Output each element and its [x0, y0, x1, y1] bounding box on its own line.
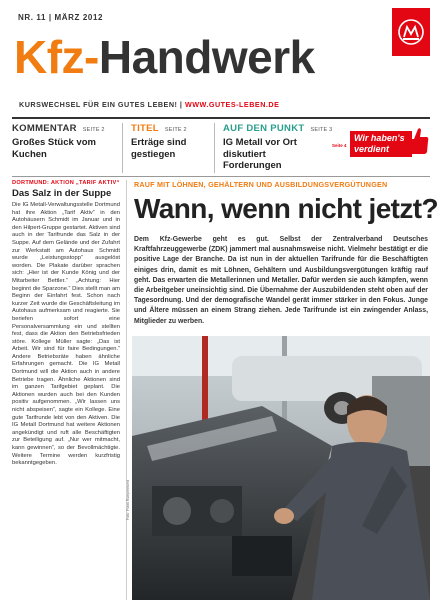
- ig-metall-logo-icon: [396, 17, 426, 47]
- ig-metall-logo: [392, 8, 430, 56]
- sidebar-kicker: DORTMUND: AKTION „TARIF AKTIV“: [12, 180, 120, 186]
- badge-page: Seite 4: [332, 143, 347, 148]
- teaser-page: SEITE 2: [82, 127, 105, 133]
- title-kfz: Kfz-: [14, 31, 99, 83]
- teaser-auf-den-punkt[interactable]: [214, 123, 333, 173]
- issue-number: NR. 11 | MÄRZ 2012: [18, 13, 104, 22]
- workshop-photo: [132, 336, 430, 600]
- teaser-page: SEITE 3: [310, 127, 333, 133]
- teaser-rule: [12, 176, 430, 177]
- title-handwerk: Handwerk: [98, 31, 315, 83]
- badge-text: Wir haben's verdient: [350, 131, 412, 157]
- top-rule: [12, 117, 430, 119]
- article-lead: Dem Kfz-Gewerbe geht es gut. Selbst der Zentralverband Deutsches Kraftfahrzeuggewerbe (ZDK) jammert mal ausnahmsweise nicht. Vielmehr bestätigt er die positive Lage der Branche. Da ist nun in der aktuellen Tarifrunde für die Beschäftigten einiges drin, damit es mit Löhnen, Gehältern und Ausbildungsvergütungen kräftig rauf geht. Das erwarten die Metallerinnen und Metaller. Dafür werden sie auch kämpfen, wenn die Arbeitgeber uneinsichtig sind. Die Übernahme der Auszubildenden steht oben auf der Tagesordnung. Und der demografische Wandel gerät immer stärker in den Fokus. Junge und Ältere müssen an einem Strang ziehen. Jede Tarifrunde ist ein zwingender Anlass, Mitglieder zu werben.: [134, 236, 428, 325]
- teaser-page: SEITE 2: [164, 127, 187, 133]
- teaser-titel[interactable]: [122, 123, 212, 173]
- slogan: [19, 100, 279, 109]
- sidebar-article: [12, 180, 120, 600]
- teaser-kommentar[interactable]: [12, 123, 114, 173]
- thumbs-up-icon: [410, 125, 430, 157]
- slogan-url[interactable]: WWW.GUTES-LEBEN.DE: [184, 100, 280, 109]
- verdient-badge[interactable]: [332, 125, 430, 161]
- article-headline: Wann, wenn nicht jetzt?: [134, 193, 439, 224]
- publication-title: [14, 29, 315, 85]
- column-rule: [126, 180, 127, 600]
- main-article: [134, 180, 439, 327]
- photo-credit: Foto: Frank Rumpenhorst: [126, 480, 130, 520]
- sidebar-headline: Das Salz in der Suppe: [12, 188, 112, 199]
- teaser-headline: Erträge sind gestiegen: [131, 137, 187, 160]
- teaser-headline: IG Metall vor Ort diskutiert Forderungen: [223, 137, 297, 171]
- teaser-category: KOMMENTAR SEITE 2: [12, 123, 105, 134]
- teaser-bar: [12, 123, 430, 173]
- masthead: [0, 0, 440, 118]
- article-kicker: RAUF MIT LÖHNEN, GEHÄLTERN UND AUSBILDUNGSVERGÜTUNGEN: [134, 180, 388, 189]
- teaser-category: TITEL SEITE 2: [131, 123, 187, 134]
- teaser-category: AUF DEN PUNKT SEITE 3: [223, 123, 333, 134]
- mechanic-photo-illustration: [132, 336, 430, 600]
- slogan-text: KURSWECHSEL FÜR EIN GUTES LEBEN! |: [19, 100, 185, 109]
- sidebar-body: Die IG Metall-Verwaltungsstelle Dortmund hat ihre Aktion „Tarif Aktiv“ in den Autohäusern Schmidt im Januar und in den Hilpert-Gruppe gestartet. Aktiven sind auch in der Tarifrunde das Salz in der Suppe. Auf dem Gelände und der Zufahrt zur Werkstatt am Autohaus Schmidt wurde „Leistungsstopp“ ausgelöst worden. Die Plakate darüber sprachen sich: „Hier ist der Kunde König und der Mitarbeiter Bettler.“ „Achtung: Hier beginnt die Sparzone.“ Dies stellt man am Beginn der Einfahrt fest. Schon nach kurzer Zeit wurde die Geschäftsleitung im Autohaus aufmerksam und reagierte. Sie beriefen sofort eine Personalversammlung ein und stellten fest, dass die Aktion den Betriebsfrieden störe. Kollege Müller sagte: „Das ist Arbeit. Wir sind für faire Bedingungen.“ Andere Betriebsräte haben ähnliche Erfahrungen gemacht. Die IG Metall Dortmund will die Aktion auch in andere Betriebe tragen. Ähnliche Aktionen sind im ganzen Tarifgebiet geplant. Die Aktionen wurden auch bei den Kunden positiv aufgenommen. „Wir lassen uns nicht abspeisen“, sagte ein Kollege. Eine gute Tarifrunde lebt von den Aktiven. Die IG Metall Dortmund hat weitere Aktionen angekündigt und ruft alle Beschäftigten zur Beteiligung auf. „Nur wer mitmacht, kann gewinnen“, so der Bevollmächtigte. Weitere Termine werden kurzfristig bekanntgegeben.: [12, 202, 120, 467]
- teaser-headline: Großes Stück vom Kuchen: [12, 137, 96, 160]
